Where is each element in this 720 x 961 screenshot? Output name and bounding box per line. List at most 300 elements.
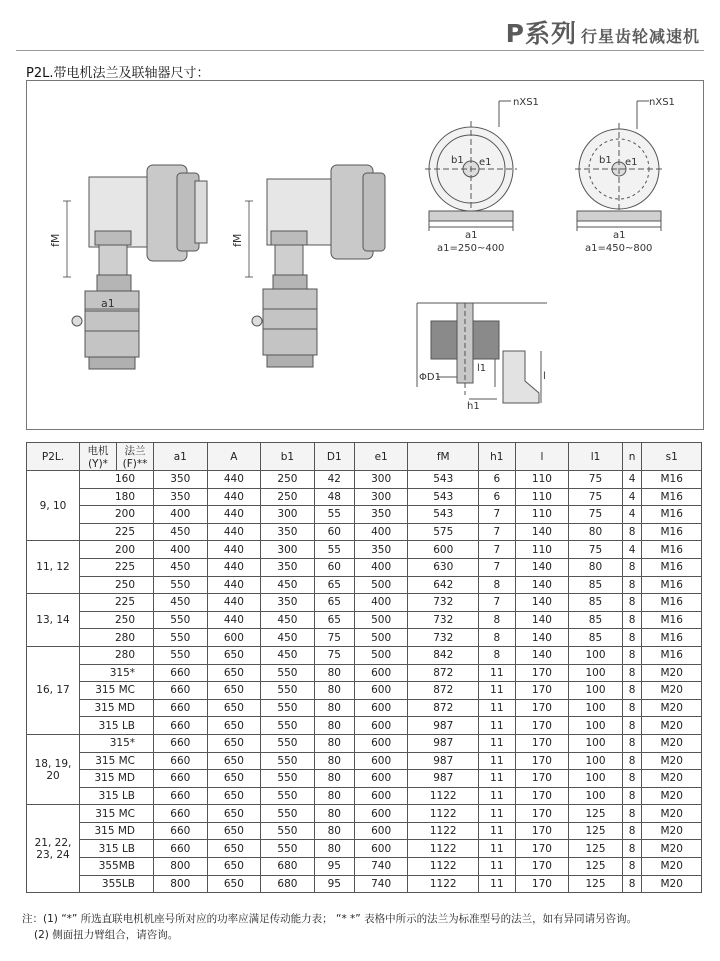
table-cell: 125 (569, 822, 623, 840)
table-cell: 842 (408, 646, 479, 664)
table-cell: 8 (622, 646, 642, 664)
table-cell: 650 (207, 664, 261, 682)
motor-size-cell: 250 (80, 576, 154, 594)
table-cell: 80 (314, 770, 354, 788)
nxs1-label-small: nXS1 (513, 97, 539, 108)
table-cell: 170 (515, 752, 569, 770)
table-cell: 987 (408, 752, 479, 770)
table-cell: 170 (515, 664, 569, 682)
table-cell: 100 (569, 646, 623, 664)
table-cell: 8 (622, 805, 642, 823)
table-cell: 600 (354, 682, 408, 700)
table-cell: 660 (154, 805, 208, 823)
table-cell: 1122 (408, 840, 479, 858)
table-cell: 660 (154, 664, 208, 682)
table-cell: M20 (642, 717, 702, 735)
technical-drawing (26, 80, 704, 430)
table-cell: 11 (479, 699, 516, 717)
table-cell: 660 (154, 787, 208, 805)
table-cell: 125 (569, 858, 623, 876)
table-cell: 550 (261, 699, 315, 717)
table-cell: M20 (642, 787, 702, 805)
table-cell: 440 (207, 488, 261, 506)
table-cell: 450 (261, 576, 315, 594)
table-cell: 350 (154, 471, 208, 489)
table-cell: 440 (207, 506, 261, 524)
table-cell: 140 (515, 629, 569, 647)
table-cell: 170 (515, 858, 569, 876)
table-cell: 1122 (408, 858, 479, 876)
table-cell: 650 (207, 770, 261, 788)
a1-label-large: a1 (613, 230, 626, 241)
motor-size-cell: 355MB (80, 858, 154, 876)
table-row (27, 734, 702, 752)
note-2: (2) 侧面扭力臂组合，请咨询。 (34, 929, 179, 941)
table-cell: 11 (479, 752, 516, 770)
table-cell: 60 (314, 558, 354, 576)
table-cell: 80 (314, 840, 354, 858)
table-cell: 140 (515, 523, 569, 541)
table-cell: 800 (154, 875, 208, 893)
table-cell: 543 (408, 506, 479, 524)
table-cell: 8 (479, 611, 516, 629)
group-label: 18, 19, 20 (27, 734, 80, 804)
table-cell: 80 (314, 699, 354, 717)
table-cell: 550 (261, 805, 315, 823)
table-cell: 732 (408, 611, 479, 629)
table-cell: 125 (569, 875, 623, 893)
table-cell: 550 (261, 770, 315, 788)
table-cell: 450 (261, 611, 315, 629)
table-cell: 100 (569, 682, 623, 700)
table-cell: 100 (569, 734, 623, 752)
table-cell: 170 (515, 717, 569, 735)
table-cell: 11 (479, 787, 516, 805)
table-cell: 550 (261, 717, 315, 735)
table-cell: 650 (207, 787, 261, 805)
table-cell: 170 (515, 787, 569, 805)
table-cell: 650 (207, 875, 261, 893)
table-cell: 350 (261, 594, 315, 612)
table-cell: 4 (622, 541, 642, 559)
table-cell: 872 (408, 682, 479, 700)
series-subtitle: 行星齿轮减速机 (580, 27, 700, 46)
table-cell: 350 (261, 558, 315, 576)
gearbox-view-middle (252, 165, 385, 367)
table-cell: 660 (154, 682, 208, 700)
table-row (27, 787, 702, 805)
table-cell: 11 (479, 664, 516, 682)
group-label: 9, 10 (27, 471, 80, 541)
table-cell: M20 (642, 822, 702, 840)
table-cell: M16 (642, 541, 702, 559)
table-cell: 4 (622, 471, 642, 489)
table-cell: 85 (569, 594, 623, 612)
table-cell: 450 (154, 594, 208, 612)
motor-size-cell: 315 LB (80, 787, 154, 805)
table-row (27, 840, 702, 858)
col-e1: e1 (354, 443, 408, 471)
a1-label-left: a1 (101, 297, 115, 310)
table-cell: 650 (207, 858, 261, 876)
table-row (27, 664, 702, 682)
motor-size-cell: 315 MC (80, 805, 154, 823)
table-cell: 170 (515, 734, 569, 752)
group-label: 13, 14 (27, 594, 80, 647)
table-cell: 650 (207, 717, 261, 735)
table-row (27, 682, 702, 700)
table-cell: 8 (622, 558, 642, 576)
table-cell: 600 (354, 770, 408, 788)
table-cell: 440 (207, 594, 261, 612)
table-cell: M16 (642, 594, 702, 612)
table-cell: 350 (354, 541, 408, 559)
table-cell: 75 (314, 646, 354, 664)
table-cell: 80 (314, 682, 354, 700)
table-cell: 600 (354, 840, 408, 858)
table-cell: 80 (314, 734, 354, 752)
table-cell: 440 (207, 558, 261, 576)
col-motor (80, 443, 117, 471)
table-cell: 8 (479, 646, 516, 664)
table-cell: 650 (207, 646, 261, 664)
motor-size-cell: 180 (80, 488, 154, 506)
table-cell: 650 (207, 840, 261, 858)
table-cell: 872 (408, 664, 479, 682)
table-cell: 55 (314, 506, 354, 524)
table-cell: 600 (354, 664, 408, 682)
table-cell: M16 (642, 611, 702, 629)
table-cell: M20 (642, 664, 702, 682)
d1-label: ΦD1 (419, 372, 441, 383)
motor-size-cell: 355LB (80, 875, 154, 893)
table-cell: 4 (622, 506, 642, 524)
motor-size-cell: 315 LB (80, 840, 154, 858)
table-cell: 110 (515, 471, 569, 489)
table-cell: 550 (154, 611, 208, 629)
table-cell: 500 (354, 629, 408, 647)
table-row (27, 699, 702, 717)
table-cell: M16 (642, 523, 702, 541)
table-cell: 600 (408, 541, 479, 559)
table-cell: 11 (479, 822, 516, 840)
e1-label-large: e1 (625, 157, 638, 168)
table-row (27, 805, 702, 823)
table-cell: 400 (154, 506, 208, 524)
table-cell: 550 (261, 752, 315, 770)
table-cell: M20 (642, 682, 702, 700)
table-row (27, 629, 702, 647)
table-cell: 740 (354, 875, 408, 893)
table-cell: 140 (515, 594, 569, 612)
table-cell: 543 (408, 488, 479, 506)
table-cell: 7 (479, 523, 516, 541)
motor-size-cell: 200 (80, 506, 154, 524)
table-cell: 100 (569, 664, 623, 682)
notes (22, 911, 637, 943)
table-cell: 400 (354, 558, 408, 576)
col-s1: s1 (642, 443, 702, 471)
group-label: 16, 17 (27, 646, 80, 734)
table-row (27, 858, 702, 876)
table-body (27, 471, 702, 893)
table-cell: 250 (261, 471, 315, 489)
table-cell: 8 (622, 734, 642, 752)
col-l1: l1 (569, 443, 623, 471)
section-title: P2L.带电机法兰及联轴器尺寸： (26, 66, 210, 81)
flange-view-small (425, 101, 517, 231)
table-cell: 125 (569, 805, 623, 823)
table-cell: 660 (154, 822, 208, 840)
table-cell: 11 (479, 875, 516, 893)
table-cell: 987 (408, 717, 479, 735)
table-cell: 80 (314, 752, 354, 770)
table-cell: 95 (314, 875, 354, 893)
table-cell: 450 (261, 646, 315, 664)
table-cell: 650 (207, 822, 261, 840)
col-motor-sub: (Y)* (88, 458, 108, 470)
table-cell: 8 (622, 752, 642, 770)
table-cell: 600 (354, 805, 408, 823)
table-cell: M20 (642, 858, 702, 876)
table-cell: 11 (479, 858, 516, 876)
table-cell: 600 (207, 629, 261, 647)
table-cell: M16 (642, 506, 702, 524)
table-cell: 8 (622, 611, 642, 629)
table-cell: 75 (569, 471, 623, 489)
header-divider (16, 50, 704, 51)
coupling-section-view (417, 303, 547, 403)
table-cell: 100 (569, 752, 623, 770)
table-cell: 660 (154, 770, 208, 788)
motor-size-cell: 315 LB (80, 717, 154, 735)
nxs1-label-large: nXS1 (649, 97, 675, 108)
table-cell: 440 (207, 523, 261, 541)
table-row (27, 822, 702, 840)
table-cell: 80 (314, 822, 354, 840)
table-cell: 7 (479, 558, 516, 576)
table-cell: 300 (354, 488, 408, 506)
table-cell: 11 (479, 682, 516, 700)
table-cell: 8 (622, 523, 642, 541)
table-cell: 85 (569, 611, 623, 629)
table-cell: 100 (569, 770, 623, 788)
table-cell: 600 (354, 787, 408, 805)
col-a1: a1 (154, 443, 208, 471)
table-cell: 1122 (408, 787, 479, 805)
table-cell: 1122 (408, 822, 479, 840)
fm-dimension-middle (245, 201, 253, 277)
table-cell: 987 (408, 734, 479, 752)
table-cell: M16 (642, 576, 702, 594)
table-cell: 140 (515, 576, 569, 594)
table-cell: 732 (408, 594, 479, 612)
table-cell: 440 (207, 576, 261, 594)
col-flange (117, 443, 154, 471)
table-cell: 8 (479, 576, 516, 594)
table-cell: 170 (515, 699, 569, 717)
table-cell: 80 (314, 787, 354, 805)
table-cell: 550 (261, 787, 315, 805)
table-cell: 80 (314, 664, 354, 682)
h1-label: h1 (467, 401, 480, 412)
col-motor-label: 电机 (87, 445, 109, 457)
table-cell: M20 (642, 699, 702, 717)
table-cell: 75 (314, 629, 354, 647)
table-cell: M16 (642, 646, 702, 664)
table-cell: 75 (569, 541, 623, 559)
l-label: l (543, 371, 546, 382)
table-cell: 600 (354, 717, 408, 735)
table-cell: 6 (479, 488, 516, 506)
flange-view-large (575, 101, 663, 231)
table-cell: M16 (642, 471, 702, 489)
motor-size-cell: 315 MC (80, 752, 154, 770)
table-cell: 8 (622, 699, 642, 717)
table-cell: 1122 (408, 875, 479, 893)
table-cell: 600 (354, 699, 408, 717)
table-cell: M20 (642, 734, 702, 752)
table-row (27, 717, 702, 735)
table-cell: 450 (261, 629, 315, 647)
table-cell: 550 (261, 822, 315, 840)
table-cell: 680 (261, 875, 315, 893)
table-cell: 95 (314, 858, 354, 876)
table-cell: 987 (408, 770, 479, 788)
table-row (27, 471, 702, 489)
motor-size-cell: 225 (80, 594, 154, 612)
table-cell: 680 (261, 858, 315, 876)
table-cell: 300 (261, 541, 315, 559)
table-cell: M20 (642, 770, 702, 788)
table-cell: M20 (642, 875, 702, 893)
table-cell: 550 (154, 646, 208, 664)
table-row (27, 875, 702, 893)
table-cell: 400 (354, 594, 408, 612)
table-cell: 550 (154, 629, 208, 647)
table-cell: 800 (154, 858, 208, 876)
table-cell: 650 (207, 734, 261, 752)
table-cell: 8 (622, 576, 642, 594)
table-cell: 550 (261, 840, 315, 858)
drawing-svg (27, 81, 703, 429)
table-cell: 6 (479, 471, 516, 489)
table-cell: 440 (207, 541, 261, 559)
table-cell: 100 (569, 787, 623, 805)
table-cell: 400 (354, 523, 408, 541)
table-row (27, 646, 702, 664)
table-cell: 140 (515, 611, 569, 629)
table-cell: 8 (622, 717, 642, 735)
table-cell: 100 (569, 717, 623, 735)
table-cell: 575 (408, 523, 479, 541)
table-cell: 8 (622, 594, 642, 612)
table-cell: 600 (354, 822, 408, 840)
table-cell: 500 (354, 576, 408, 594)
gearbox-view-left (72, 165, 207, 369)
col-h1: h1 (479, 443, 516, 471)
col-l: l (515, 443, 569, 471)
table-cell: 500 (354, 646, 408, 664)
col-D1: D1 (314, 443, 354, 471)
table-row (27, 576, 702, 594)
table-cell: 65 (314, 594, 354, 612)
table-cell: M16 (642, 629, 702, 647)
series-title (506, 14, 700, 50)
motor-size-cell: 225 (80, 558, 154, 576)
motor-size-cell: 200 (80, 541, 154, 559)
motor-size-cell: 315* (80, 734, 154, 752)
b1-label-small: b1 (451, 155, 464, 166)
table-cell: 350 (154, 488, 208, 506)
table-cell: 170 (515, 840, 569, 858)
table-cell: 660 (154, 840, 208, 858)
table-cell: 80 (569, 558, 623, 576)
table-cell: 170 (515, 805, 569, 823)
range-label-large: a1=450~800 (585, 243, 653, 254)
table-row (27, 594, 702, 612)
table-cell: 872 (408, 699, 479, 717)
note-1: 注：(1) “*” 所选直联电机机座号所对应的功率应满足传动能力表； “* *” 表格中所示的法兰为标准型号的法兰，如有异同请另咨询。 (22, 913, 638, 925)
table-cell: 8 (622, 822, 642, 840)
dimension-table (26, 442, 702, 893)
table-cell: 42 (314, 471, 354, 489)
table-cell: 550 (154, 576, 208, 594)
table-cell: 8 (622, 629, 642, 647)
table-cell: 500 (354, 611, 408, 629)
table-cell: 630 (408, 558, 479, 576)
table-cell: 125 (569, 840, 623, 858)
table-cell: 4 (622, 488, 642, 506)
table-cell: 80 (314, 805, 354, 823)
table-cell: 650 (207, 805, 261, 823)
l1-label: l1 (477, 363, 487, 374)
table-cell: M20 (642, 840, 702, 858)
fm-label-left: fM (49, 233, 62, 247)
table-cell: M20 (642, 752, 702, 770)
table-cell: 85 (569, 576, 623, 594)
table-cell: 100 (569, 699, 623, 717)
table-cell: 110 (515, 488, 569, 506)
b1-label-large: b1 (599, 155, 612, 166)
table-cell: 7 (479, 541, 516, 559)
table-cell: 75 (569, 488, 623, 506)
motor-size-cell: 315 MD (80, 770, 154, 788)
table-cell: 600 (354, 734, 408, 752)
table-cell: M20 (642, 805, 702, 823)
table-row (27, 752, 702, 770)
table-cell: 300 (354, 471, 408, 489)
table-cell: 650 (207, 752, 261, 770)
table-cell: 660 (154, 734, 208, 752)
table-cell: 350 (261, 523, 315, 541)
table-row (27, 611, 702, 629)
table-cell: 732 (408, 629, 479, 647)
table-cell: 8 (622, 682, 642, 700)
table-cell: 250 (261, 488, 315, 506)
table-cell: 8 (622, 858, 642, 876)
table-cell: 11 (479, 805, 516, 823)
motor-size-cell: 160 (80, 471, 154, 489)
table-cell: 75 (569, 506, 623, 524)
table-cell: 660 (154, 717, 208, 735)
table-cell: 55 (314, 541, 354, 559)
range-label-small: a1=250~400 (437, 243, 505, 254)
motor-size-cell: 315* (80, 664, 154, 682)
table-row (27, 558, 702, 576)
table-cell: 48 (314, 488, 354, 506)
table-cell: 8 (622, 840, 642, 858)
